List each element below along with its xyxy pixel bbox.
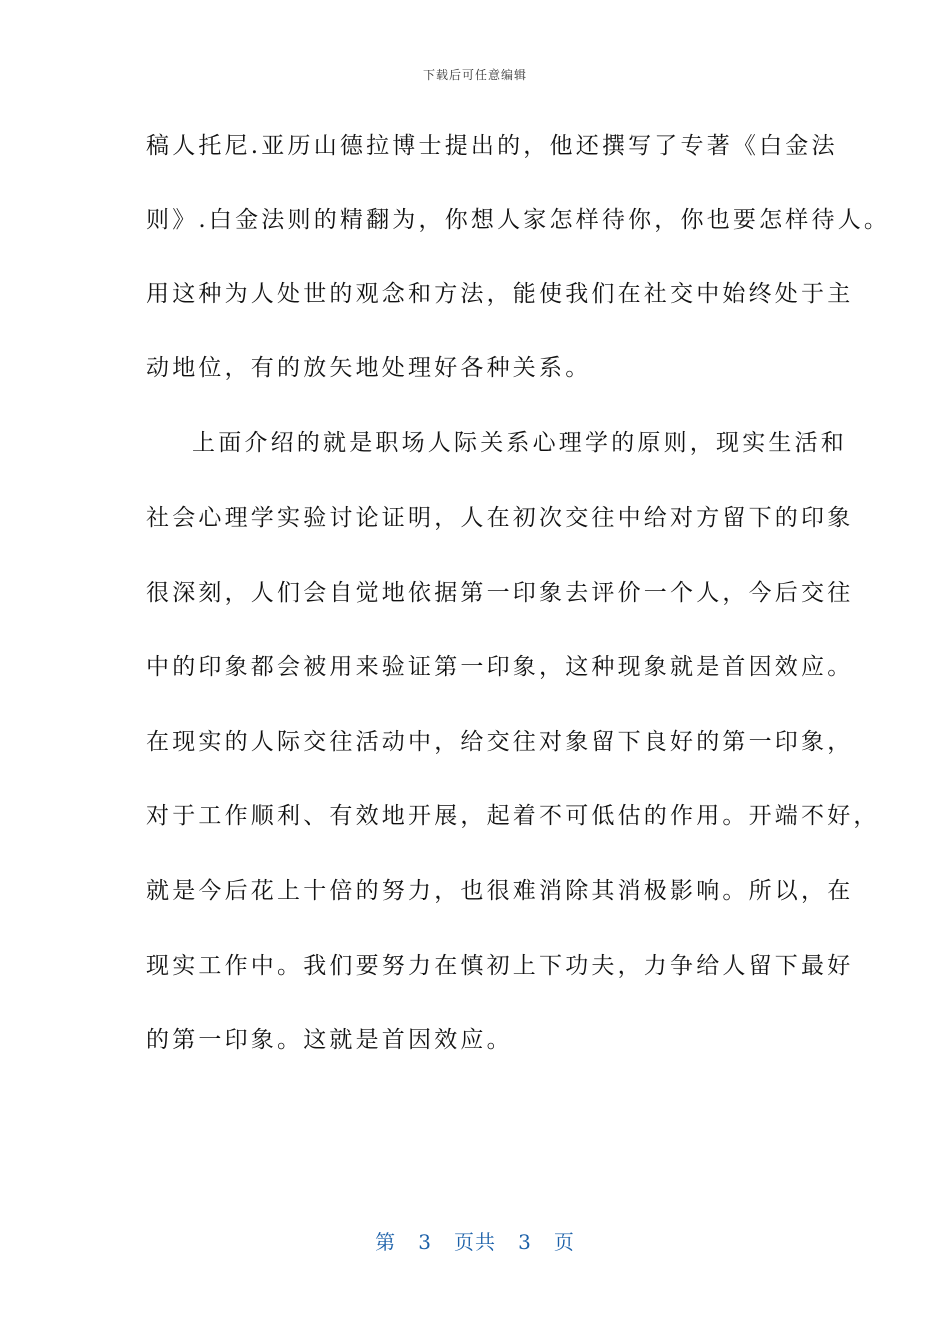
text-line: 社会心理学实验讨论证明，人在初次交往中给对方留下的印象 <box>146 505 854 531</box>
text-line: 很深刻，人们会自觉地依据第一印象去评价一个人，今后交往 <box>146 580 854 606</box>
page-footer <box>0 1226 950 1255</box>
text-line: 就是今后花上十倍的努力，也很难消除其消极影响。所以，在 <box>146 878 854 904</box>
text-line: 在现实的人际交往活动中，给交往对象留下良好的第一印象， <box>146 729 854 755</box>
text-line: 的第一印象。这就是首因效应。 <box>146 1027 513 1053</box>
footer-current-page: 3 <box>418 1230 432 1254</box>
paragraph-start-line: 上面介绍的就是职场人际关系心理学的原则，现实生活和 <box>192 430 847 456</box>
text-line: 对于工作顺利、有效地开展，起着不可低估的作用。开端不好， <box>146 803 880 829</box>
text-line: 中的印象都会被用来验证第一印象，这种现象就是首因效应。 <box>146 654 854 680</box>
page-header: 下载后可任意编辑 <box>422 68 527 82</box>
text-line: 则》.白金法则的精翻为，你想人家怎样待你，你也要怎样待人。 <box>146 207 891 233</box>
footer-suffix: 页 <box>553 1230 575 1254</box>
footer-total-pages: 3 <box>518 1230 532 1254</box>
footer-middle: 页共 <box>454 1230 496 1254</box>
text-line: 动地位，有的放矢地处理好各种关系。 <box>146 355 592 381</box>
text-line: 现实工作中。我们要努力在慎初上下功夫，力争给人留下最好 <box>146 953 854 979</box>
footer-prefix: 第 <box>375 1230 397 1254</box>
text-line: 稿人托尼.亚历山德拉博士提出的，他还撰写了专著《白金法 <box>146 133 838 159</box>
text-line: 用这种为人处世的观念和方法，能使我们在社交中始终处于主 <box>146 281 854 307</box>
